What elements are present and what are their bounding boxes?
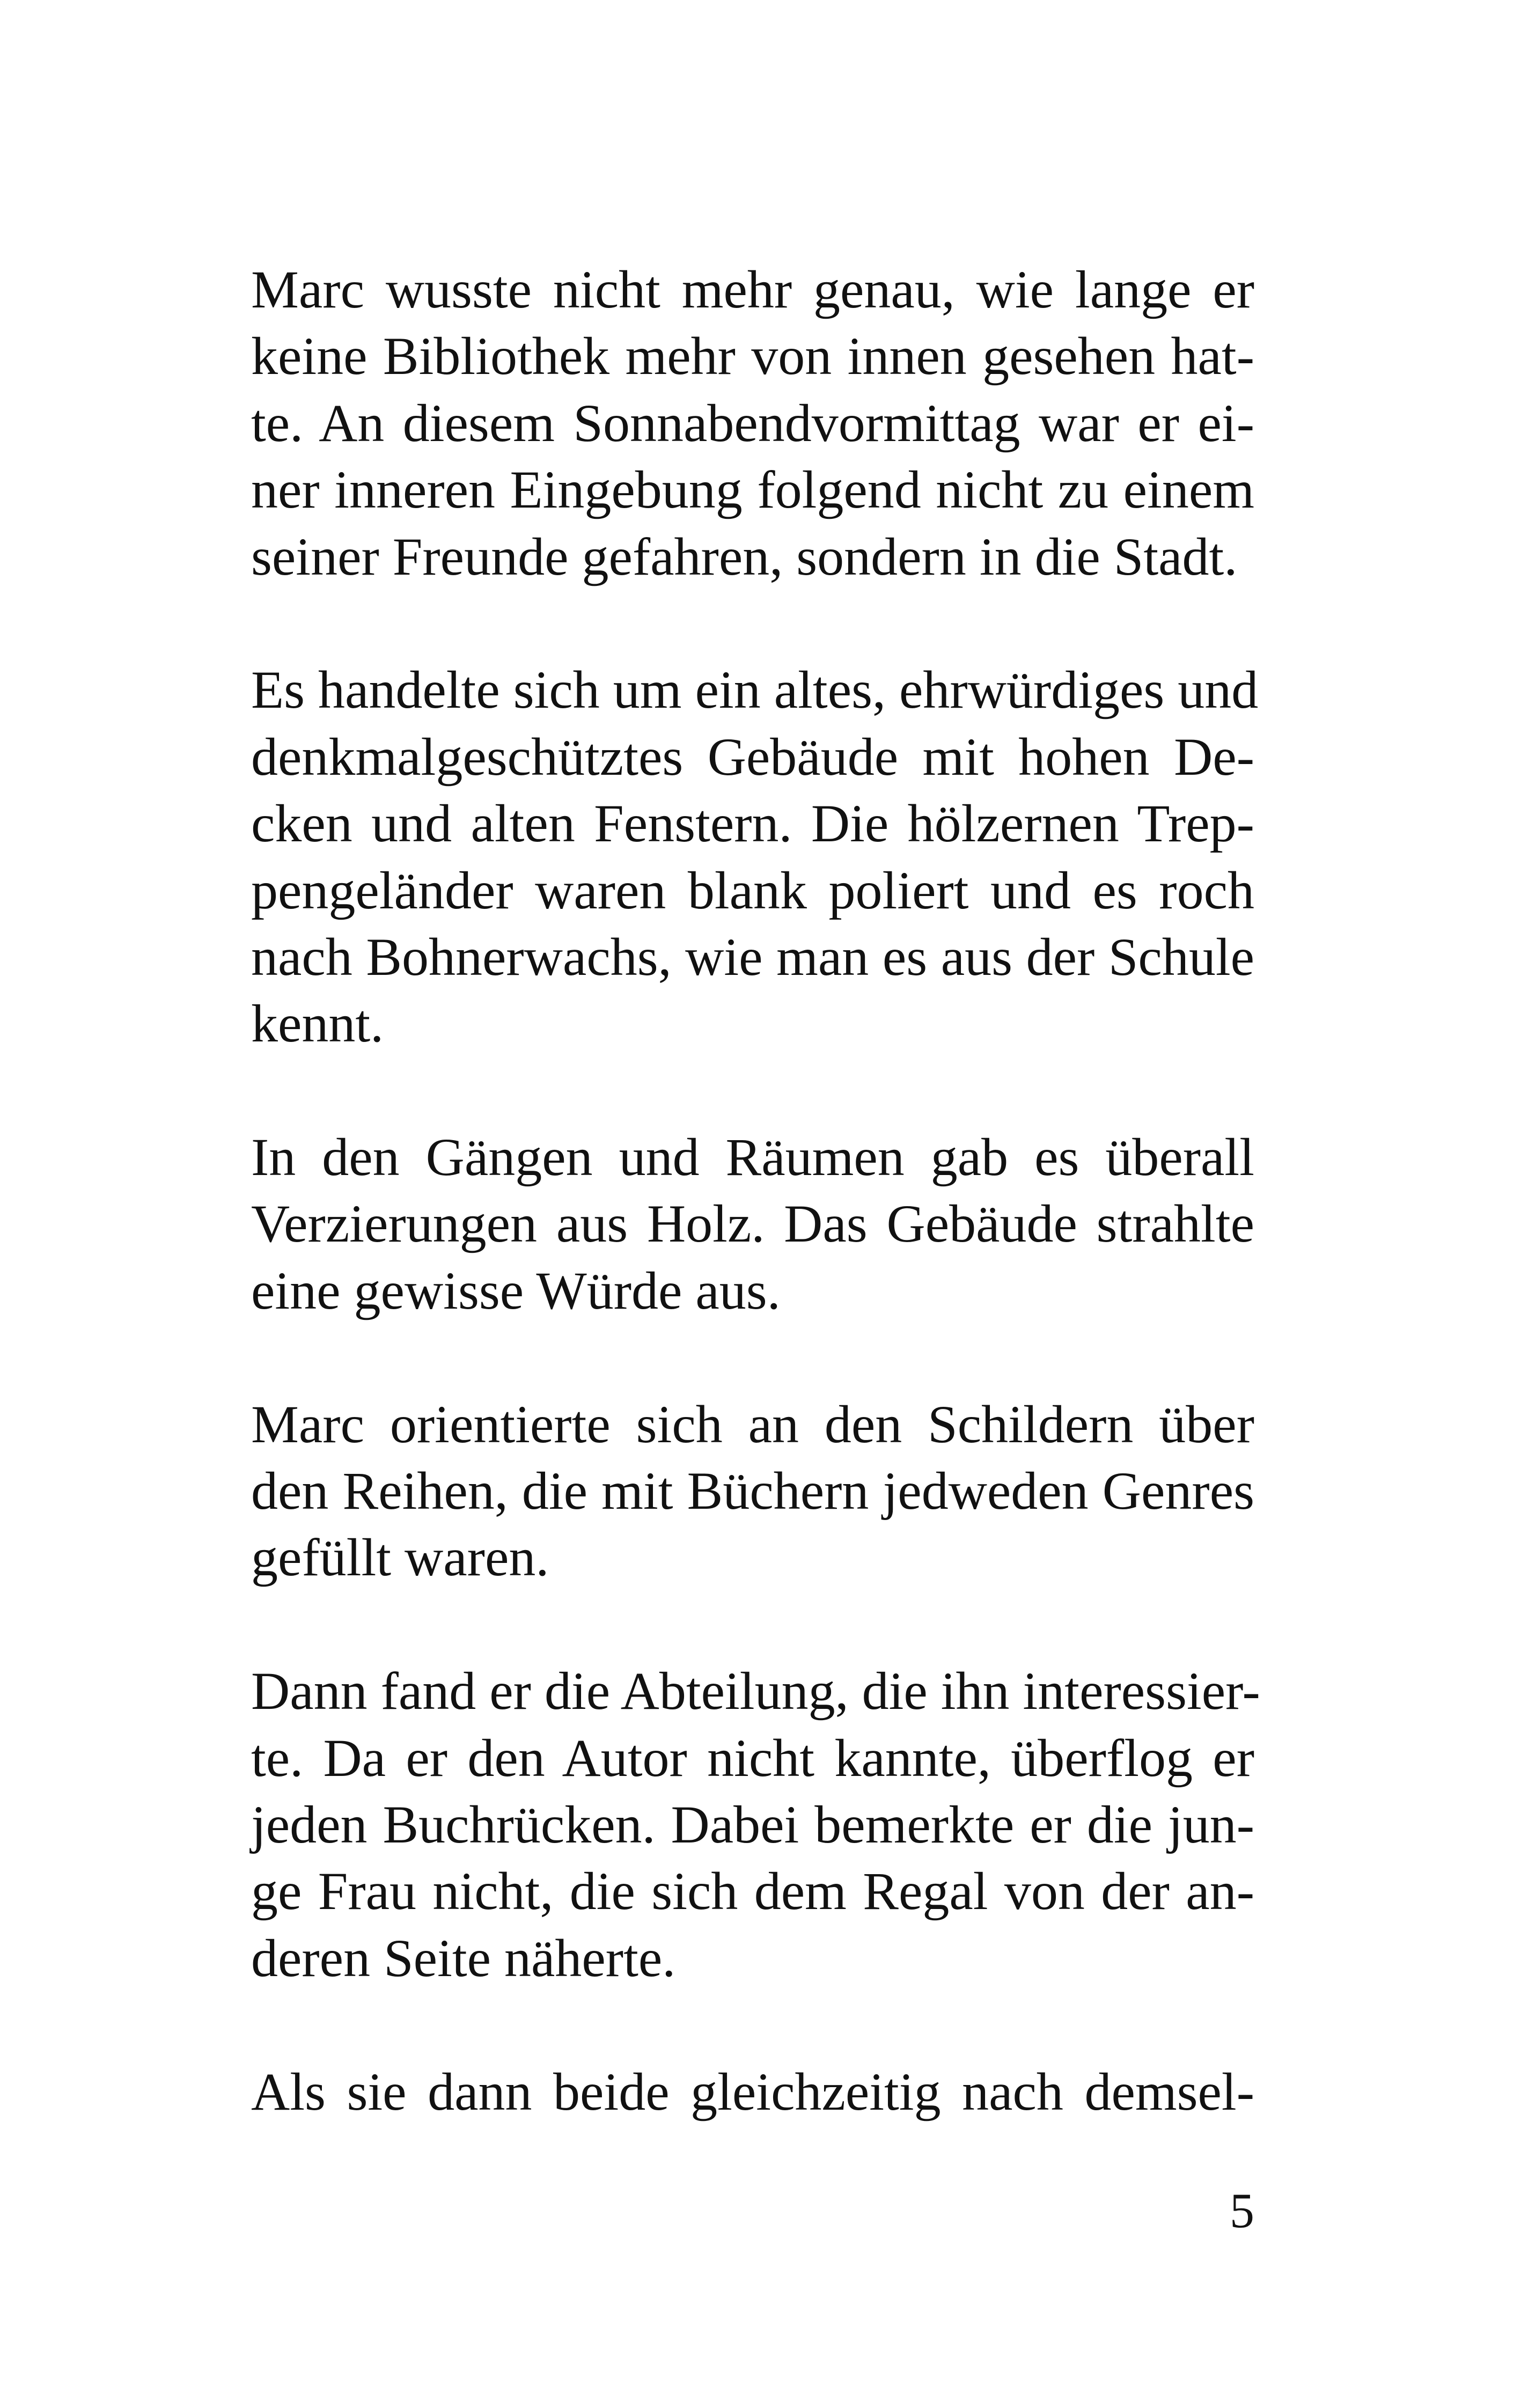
text-line: gefüllt waren. bbox=[251, 1528, 549, 1588]
text-line: Es handelte sich um ein altes, ehrwürdiges und bbox=[251, 660, 1259, 720]
text-line: nach Bohnerwachs, wie man es aus der Schule bbox=[251, 927, 1254, 987]
text-line: te. Da er den Autor nicht kannte, überflog er bbox=[251, 1728, 1254, 1788]
text-line: deren Seite näherte. bbox=[251, 1928, 676, 1988]
text-line: Als sie dann beide gleichzeitig nach demsel- bbox=[251, 2061, 1254, 2121]
text-line: cken und alten Fenstern. Die hölzernen Trep- bbox=[251, 794, 1254, 854]
text-line: Marc wusste nicht mehr genau, wie lange er bbox=[251, 260, 1254, 319]
text-line: den Reihen, die mit Büchern jedweden Genres bbox=[251, 1461, 1254, 1521]
text-line: keine Bibliothek mehr von innen gesehen hat- bbox=[251, 326, 1254, 386]
text-line: eine gewisse Würde aus. bbox=[251, 1260, 781, 1320]
page-number: 5 bbox=[1230, 2183, 1254, 2238]
paragraph-4 bbox=[251, 1391, 1254, 1591]
text-line: jeden Buchrücken. Dabei bemerkte er die jun- bbox=[251, 1794, 1254, 1854]
paragraph-5 bbox=[251, 1658, 1260, 1992]
text-line: pengeländer waren blank poliert und es roch bbox=[251, 860, 1254, 920]
text-line: ge Frau nicht, die sich dem Regal von der an- bbox=[251, 1861, 1254, 1921]
paragraph-3 bbox=[251, 1124, 1254, 1324]
text-line: Dann fand er die Abteilung, die ihn interessier- bbox=[251, 1661, 1260, 1721]
body-text bbox=[251, 256, 1260, 2192]
text-line: kennt. bbox=[251, 994, 384, 1054]
paragraph-2 bbox=[251, 657, 1259, 1057]
text-line: te. An diesem Sonnabendvormittag war er ei- bbox=[251, 393, 1254, 453]
paragraph-1 bbox=[251, 256, 1254, 590]
text-line: Marc orientierte sich an den Schildern über bbox=[251, 1394, 1254, 1454]
text-line: seiner Freunde gefahren, sondern in die Stadt. bbox=[251, 526, 1238, 586]
text-line: In den Gängen und Räumen gab es überall bbox=[251, 1127, 1254, 1187]
text-line: ner inneren Eingebung folgend nicht zu einem bbox=[251, 460, 1254, 520]
paragraph-6 bbox=[251, 2059, 1254, 2125]
text-line: Verzierungen aus Holz. Das Gebäude strahlte bbox=[251, 1194, 1254, 1254]
text-line: denkmalgeschütztes Gebäude mit hohen De- bbox=[251, 726, 1254, 787]
